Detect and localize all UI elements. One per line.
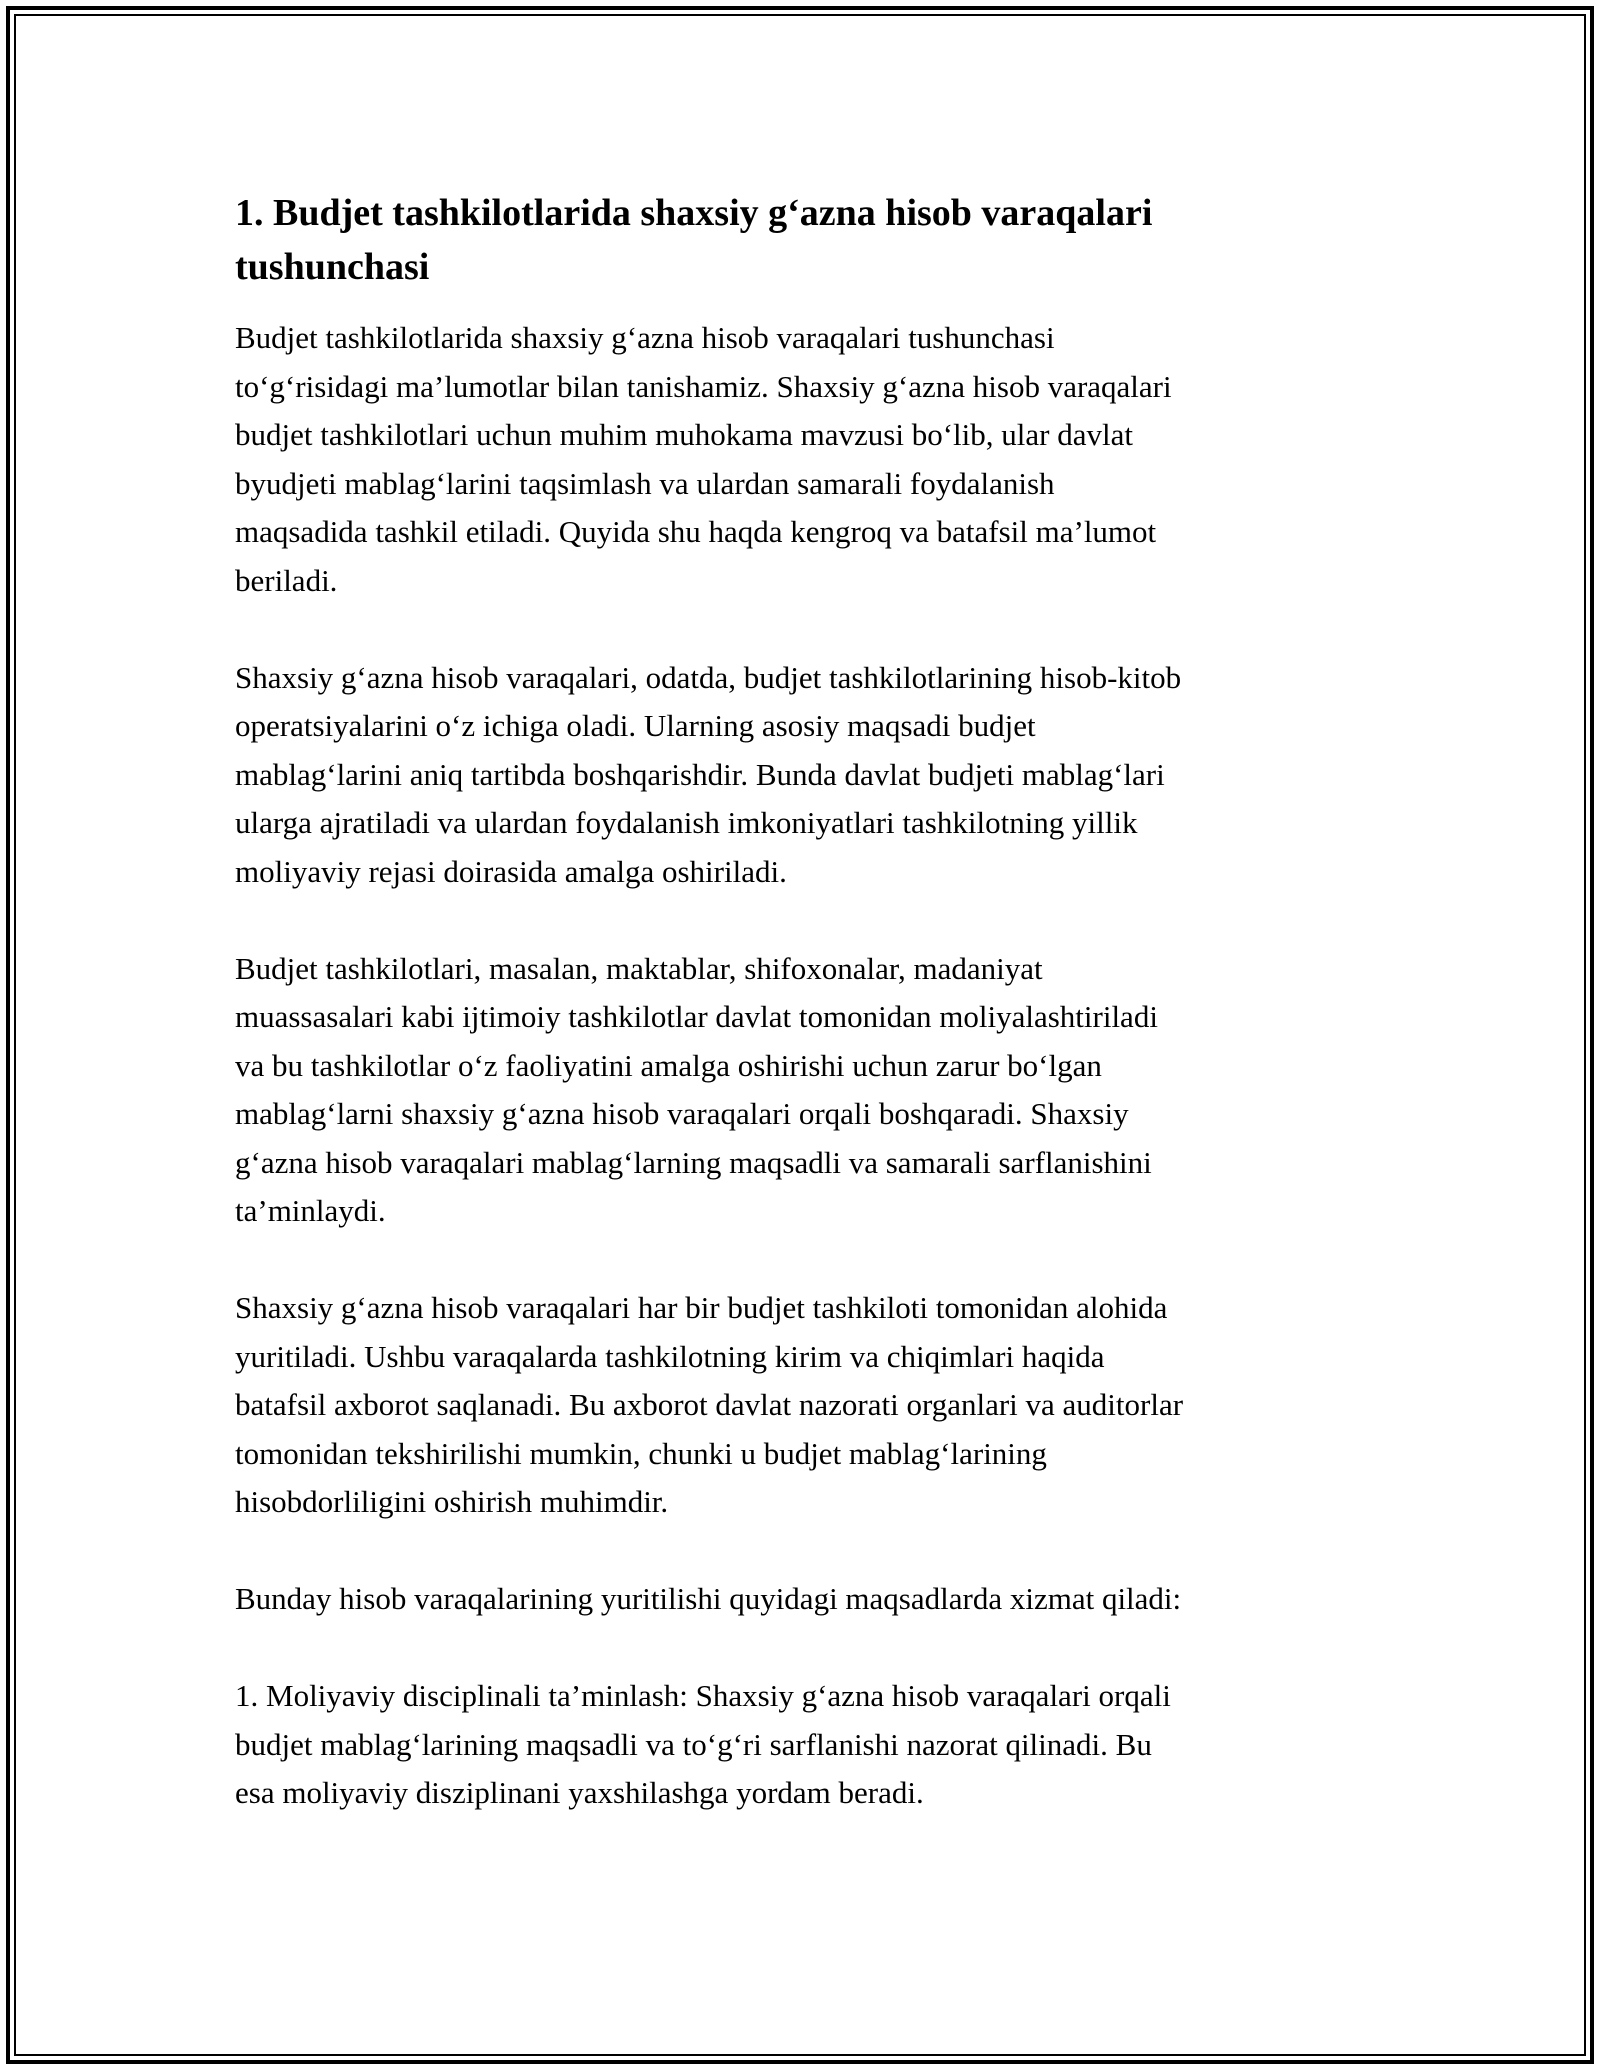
text-line: budjet mablag‘larining maqsadli va to‘g‘ri sarflanishi nazorat qilinadi. Bu — [235, 1726, 1152, 1762]
text-line: byudjeti mablag‘larini taqsimlash va ulardan samarali foydalanish — [235, 465, 1055, 501]
text-line: Bunday hisob varaqalarining yuritilishi quyidagi maqsadlarda xizmat qiladi: — [235, 1581, 1182, 1616]
text-line: g‘azna hisob varaqalari mablag‘larning maqsadli va samarali sarflanishini — [235, 1144, 1152, 1180]
text-line: maqsadida tashkil etiladi. Quyida shu haqda kengroq va batafsil ma’lumot — [235, 514, 1157, 549]
text-line: budjet tashkilotlari uchun muhim muhokama mavzusi bo‘lib, ular davlat — [235, 417, 1133, 452]
text-line: tomonidan tekshirilishi mumkin, chunki u budjet mablag‘larining — [235, 1435, 1047, 1471]
text-line: va bu tashkilotlar o‘z faoliyatini amalga oshirishi uchun zarur bo‘lgan — [235, 1047, 1102, 1083]
document-title: 1. Budjet tashkilotlarida shaxsiy g‘azna hisob varaqalari tushunchasi — [235, 192, 1153, 288]
text-line: hisobdorliligini oshirish muhimdir. — [235, 1484, 669, 1519]
text-line: beriladi. — [235, 562, 338, 598]
text-line: 1. Moliyaviy disciplinali ta’minlash: Shaxsiy g‘azna hisob varaqalari orqali — [235, 1678, 1171, 1713]
paragraph-5 — [235, 1575, 1375, 1624]
text-line: operatsiyalarini o‘z ichiga oladi. Ularning asosiy maqsadi budjet — [235, 708, 1036, 743]
text-line: mablag‘larini aniq tartibda boshqarishdir. Bunda davlat budjeti mablag‘lari — [235, 756, 1165, 792]
paragraph-1 — [235, 314, 1375, 605]
paragraph-4 — [235, 1284, 1375, 1527]
text-line: moliyaviy rejasi doirasida amalga oshiriladi. — [235, 853, 787, 889]
text-line: ularga ajratiladi va ulardan foydalanish imkoniyatlari tashkilotning yillik — [235, 805, 1138, 840]
text-line: ta’minlaydi. — [235, 1193, 386, 1228]
text-line: Budjet tashkilotlarida shaxsiy g‘azna hisob varaqalari tushunchasi — [235, 320, 1055, 355]
paragraph-6 — [235, 1672, 1375, 1818]
text-line: Shaxsiy g‘azna hisob varaqalari har bir budjet tashkiloti tomonidan alohida — [235, 1290, 1168, 1325]
paragraph-3 — [235, 945, 1375, 1236]
text-line: mablag‘larni shaxsiy g‘azna hisob varaqalari orqali boshqaradi. Shaxsiy — [235, 1096, 1129, 1131]
text-line: esa moliyaviy disziplinani yaxshilashga yordam beradi. — [235, 1775, 924, 1810]
text-line: muassasalari kabi ijtimoiy tashkilotlar davlat tomonidan moliyalashtiriladi — [235, 999, 1158, 1034]
text-line: to‘g‘risidagi ma’lumotlar bilan tanishamiz. Shaxsiy g‘azna hisob varaqalari — [235, 368, 1172, 404]
text-line: Budjet tashkilotlari, masalan, maktablar, shifoxonalar, madaniyat — [235, 950, 1043, 986]
paragraph-2 — [235, 654, 1375, 897]
document-body — [235, 186, 1375, 1866]
text-line: yuritiladi. Ushbu varaqalarda tashkilotning kirim va chiqimlari haqida — [235, 1338, 1105, 1374]
text-line: batafsil axborot saqlanadi. Bu axborot davlat nazorati organlari va auditorlar — [235, 1387, 1184, 1422]
text-line: Shaxsiy g‘azna hisob varaqalari, odatda, budjet tashkilotlarining hisob-kitob — [235, 659, 1182, 695]
